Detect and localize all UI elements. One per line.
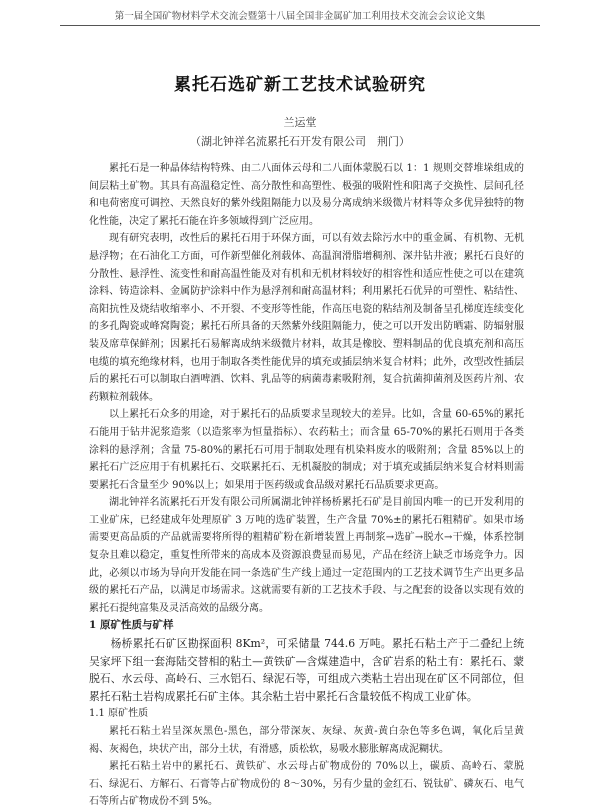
section-heading-ore-properties: 1 原矿性质与矿样 [89,619,174,632]
paragraph-ore-composition: 累托石粘土岩中的累托石、黄铁矿、水云母占矿物成份的 70%以上，碳质、高岭石、蒙脱石、绿泥石、方解石、石膏等占矿物成份的 8～30%，另有少量的金红石、锐钛矿、磷灰石、电气石等所占矿物成份不到 5%。 [89,761,524,808]
subsection-heading-raw-ore: 1.1 原矿性质 [89,708,149,720]
paragraph-deposit: 杨桥累托石矿区勘探面积 8Km²，可采储量 744.6 万吨。累托石粘土产于二叠纪上统吴家坪下组一套海陆交替相的粘土—黄铁矿—含煤建造中，含矿岩系的粘土有：累托石、蒙脱石、水云母、高岭石、三水铝石、绿泥石等，可组成六类粘土岩出现在矿区不同部位，但累托石粘土岩构成累托石矿主体。其余粘土岩中累托石含量较低不构成工业矿体。 [89,637,524,703]
running-header: 第一届全国矿物材料学术交流会暨第十八届全国非金属矿加工利用技术交流会会议论文集 [60,8,540,26]
paragraph-intro: 累托石是一种晶体结构特殊、由二八面体云母和二八面体蒙脱石以 1：1 规则交替堆垛组成的间层粘土矿物。其具有高温稳定性、高分散性和高塑性、极强的吸附性和阳离子交换性、层间孔径和电荷密度可调控、天然良好的紫外线阻隔能力以及易分离成纳米级微片材料等众多优异独特的物化性能，决定了累托石能在许多领域得到广泛应用。 [89,163,524,227]
article-body [89,160,524,811]
paragraph-company-background: 湖北钟祥名流累托石开发有限公司所属湖北钟祥杨桥累托石矿是目前国内唯一的已开发利用的工业矿床，已经建成年处理原矿 3 万吨的选矿装置，生产含量 70%±的累托石粗精矿。如果市场需要更高品质的产品就需要将所得的粗精矿粉在新增装置上再制浆→选矿→脱水→干燥，体系控制复杂且难以稳定，重复性所带来的高成本及资源浪费显而易见，产品在经济上缺乏市场竞争力。因此，必须以市场为导向开发能在同一条选矿生产线上通过一定范围内的工艺技术调节生产出更多品级的累托石产品，以满足市场需求。这就需要有新的工艺技术手段、与之配套的设备以实现有效的累托石提纯富集及灵活高效的品级分离。 [89,497,524,614]
paragraph-ore-appearance: 累托石粘土岩呈深灰黑色-黑色，部分带深灰、灰绿、灰黄-黄白杂色等多色调，氧化后呈黄褐、灰褐色，块状产出，部分土状，有滑感，质松软，易吸水膨胀解离成泥糊状。 [89,726,524,755]
author-affiliation: （湖北钟祥名流累托石开发有限公司 荆门） [190,135,410,148]
article-title: 累托石选矿新工艺技术试验研究 [174,75,426,95]
paragraph-applications: 现有研究表明，改性后的累托石用于环保方面，可以有效去除污水中的重金属、有机物、无机悬浮物；在石油化工方面，可作新型催化剂载体、高温润滑脂增稠剂、深井钻井液；累托石良好的分散性、悬浮性、流变性和耐高温性能及对有机和无机材料较好的相容性和适应性使之可以在建筑涂料、铸造涂料、金属防护涂料中作为悬浮剂和耐高温材料；利用累托石优异的可塑性、粘结性、高阳抗性及烧结收缩率小、不开裂、不变形等性能，作高压电瓷的粘结剂及制备呈孔梯度连续变化的多孔陶瓷或峰窝陶瓷；累托石所具备的天然紫外线阻隔能力，使之可以开发出防晒霜、防辐射服装及席草保鲜剂；因累托石易解离成纳米级微片材料，故其是橡胶、塑料制品的优良填充剂和高压电缆的填充绝缘材料，也用于制取各类性能优异的填充或插层纳米复合材料；此外，改型改性插层后的累托石可以制取白酒啤酒、饮料、乳品等的病菌毒素吸附剂，复合抗菌抑菌剂及医药片剂、农药颗粒剂载体。 [89,233,524,403]
author-name: 兰运堂 [283,116,317,129]
paragraph-grade-requirements: 以上累托石众多的用途，对于累托石的品质要求呈现较大的差异。比如，含量 60-65%的累托石能用于钻井泥浆造浆（以造浆率为恒量指标）、农药粘土；而含量 65-70%的累托石则用于各类涂料的悬浮剂；含量 75-80%的累托石可用于制取处理有机染料废水的吸附剂；含量 85%以上的累托石广泛应用于有机累托石、交联累托石、无机凝胶的制成；对于填充或插层纳米复合材料则需要累托石含量至少 90%以上；如果用于医药级或食品级对累托石品质要求更高。 [89,409,524,491]
